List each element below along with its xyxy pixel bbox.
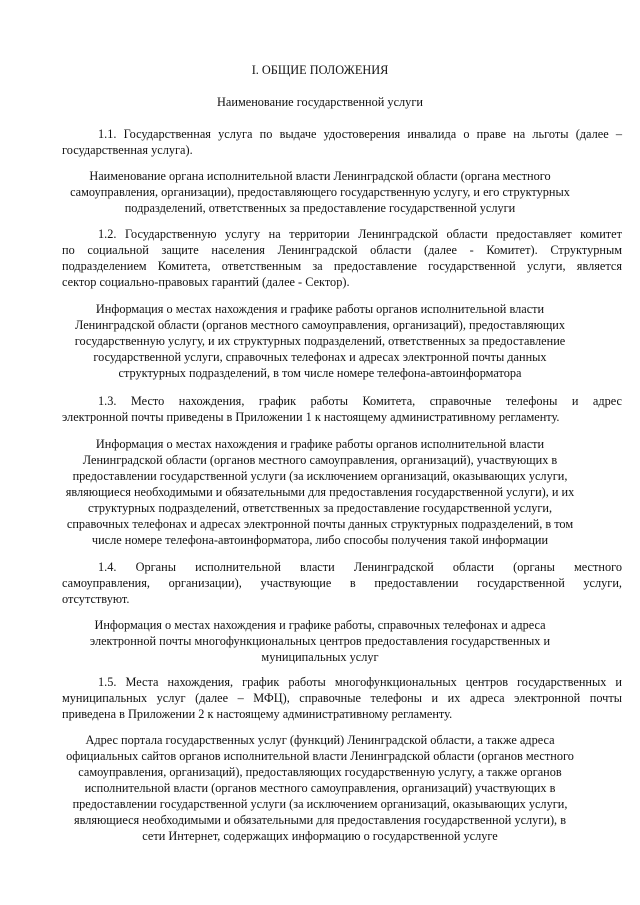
- subheading-line: Информация о местах нахождения и графике работы органов исполнительной власти: [95, 437, 545, 451]
- paragraph-line: государственная услуга).: [62, 143, 193, 157]
- subheading-line: Ленинградской области (органов местного самоуправления, организаций), участвующих в: [82, 453, 558, 467]
- subheading-line: Адрес портала государственных услуг (функций) Ленинградской области, а также адреса: [85, 733, 555, 747]
- paragraph-line: 1.4. Органы исполнительной власти Ленинградской области (органы местного: [98, 560, 622, 574]
- paragraph-line: 1.2. Государственную услугу на территории Ленинградской области предоставляет комитет: [98, 227, 622, 241]
- section-title-text: I. ОБЩИЕ ПОЛОЖЕНИЯ: [251, 63, 389, 77]
- section-title: [40, 62, 600, 78]
- subheading-line: предоставлении государственной услуги (за исключением организаций, оказывающих услуги,: [72, 469, 568, 483]
- subheading-line: структурных подразделений, в том числе номере телефона-автоинформатора: [118, 366, 522, 380]
- subheading-line: числе номере телефона-автоинформатора, либо способы получения такой информации: [91, 533, 549, 547]
- paragraph-1-3: [62, 393, 622, 425]
- subheading-service-name: [40, 94, 600, 110]
- subheading-line: являющиеся необходимыми и обязательными для предоставления государственной услуги), и их: [65, 485, 575, 499]
- subheading-line: Ленинградской области (органов местного самоуправления, организаций), предоставляющих: [74, 318, 566, 332]
- paragraph-line: муниципальных услуг (далее – МФЦ), справочные телефоны и их адреса электронной почты: [62, 691, 622, 705]
- paragraph-line: подразделением Комитета, ответственным за предоставление государственной услуги, является: [62, 259, 622, 273]
- paragraph-line: 1.5. Места нахождения, график работы многофункциональных центров государственных и: [98, 675, 622, 689]
- subheading-line: электронной почты многофункциональных центров предоставления государственных и: [89, 634, 551, 648]
- paragraph-1-4: [62, 559, 622, 607]
- paragraph-line: приведена в Приложении 2 к настоящему административному регламенту.: [62, 707, 453, 721]
- paragraph-line: по социальной защите населения Ленинградской области (далее - Комитет). Структурным: [62, 243, 622, 257]
- paragraph-line: сектор социально-правовых гарантий (далее - Сектор).: [62, 275, 350, 289]
- subheading-portal: [40, 732, 600, 844]
- subheading-line: являющиеся необходимыми и обязательными для предоставления государственной услуги), в: [73, 813, 567, 827]
- subheading-line: Информация о местах нахождения и графике работы органов исполнительной власти: [95, 302, 545, 316]
- subheading-line: Информация о местах нахождения и графике работы, справочных телефонах и адреса: [94, 618, 546, 632]
- subheading-line: справочных телефонах и адресах электронной почты данных структурных подразделений, в том: [66, 517, 574, 531]
- subheading-line: подразделений, ответственных за предоставление государственной услуги: [124, 201, 516, 215]
- paragraph-line: самоуправления, организации), участвующие в предоставлении государственной услуги,: [62, 576, 622, 590]
- subheading-text: Наименование государственной услуги: [217, 95, 423, 109]
- subheading-line: муниципальных услуг: [261, 650, 379, 664]
- paragraph-line: 1.3. Место нахождения, график работы Комитета, справочные телефоны и адрес: [98, 394, 622, 408]
- subheading-line: предоставлении государственной услуги (за исключением организаций, оказывающих услуги,: [72, 797, 568, 811]
- subheading-organ: [40, 168, 600, 216]
- subheading-line: сети Интернет, содержащих информацию о государственной услуге: [142, 829, 498, 843]
- subheading-line: структурных подразделений, ответственных за предоставление государственной услуги,: [87, 501, 553, 515]
- paragraph-1-2: [62, 226, 622, 290]
- subheading-info-participants: [40, 436, 600, 548]
- paragraph-line: отсутствуют.: [62, 592, 130, 606]
- subheading-line: самоуправления, организаций), предоставляющих государственную услугу, а также органов: [78, 765, 562, 779]
- subheading-line: официальных сайтов органов исполнительной власти Ленинградской области (органов местного: [66, 749, 574, 763]
- subheading-line: самоуправления, организации), предоставляющего государственную услугу, и его структурных: [70, 185, 570, 199]
- paragraph-1-5: [62, 674, 622, 722]
- paragraph-line: 1.1. Государственная услуга по выдаче удостоверения инвалида о праве на льготы (далее –: [98, 127, 622, 141]
- paragraph-line: электронной почты приведены в Приложении 1 к настоящему административному регламенту.: [62, 410, 560, 424]
- subheading-line: государственной услуги, справочных телефонах и адресах электронной почты данных: [93, 350, 547, 364]
- subheading-info-organs: [40, 301, 600, 381]
- subheading-line: исполнительной власти (органов местного самоуправления, организаций) участвующих в: [84, 781, 556, 795]
- subheading-mfc: [40, 617, 600, 665]
- paragraph-1-1: [62, 126, 622, 158]
- subheading-line: государственную услугу, и их структурных подразделений, ответственных за предоставление: [74, 334, 566, 348]
- subheading-line: Наименование органа исполнительной власти Ленинградской области (органа местного: [89, 169, 551, 183]
